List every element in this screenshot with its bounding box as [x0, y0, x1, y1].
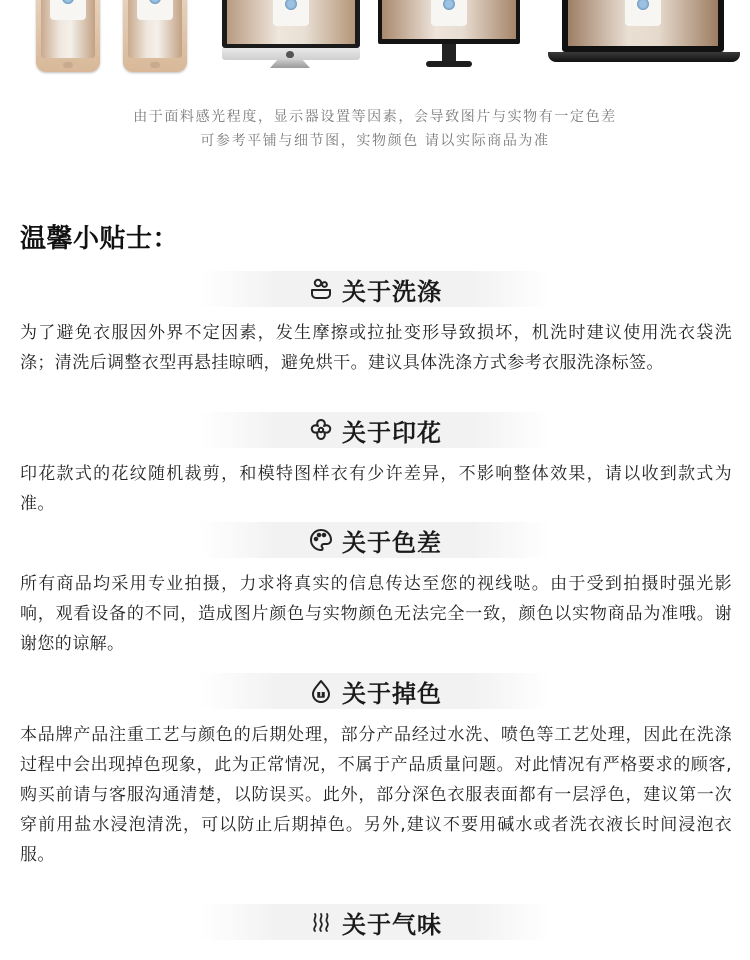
section-title: 关于掉色	[342, 679, 442, 708]
imac-device	[222, 0, 360, 48]
section-title: 关于洗涤	[342, 277, 442, 306]
phone-device	[36, 0, 100, 72]
disclaimer-line-2: 可参考平铺与细节图，实物颜色 请以实际商品为准	[200, 133, 550, 149]
dye-drop-icon	[308, 678, 334, 704]
laptop-device	[562, 0, 724, 52]
monitor-device	[378, 0, 520, 44]
phone-device	[123, 0, 187, 72]
color-disclaimer	[0, 105, 750, 153]
odor-icon	[308, 909, 334, 935]
section-text-print: 印花款式的花纹随机裁剪，和模特图样衣有少许差异，不影响整体效果，请以收到款式为准。	[20, 464, 732, 514]
section-text-washing: 为了避免衣服因外界不定因素，发生摩擦或拉扯变形导致损坏，机洗时建议使用洗衣袋洗涤；清洗后调整衣型再悬挂晾晒，避免烘干。建议具体洗涤方式参考衣服洗涤标签。	[20, 323, 732, 373]
section-header-fading	[200, 673, 550, 709]
section-header-washing	[200, 271, 550, 307]
section-header-color-difference	[200, 522, 550, 558]
tips-title: 温馨小贴士：	[20, 224, 180, 254]
device-comparison-image	[0, 0, 750, 80]
washing-icon	[308, 276, 334, 302]
palette-icon	[308, 527, 334, 553]
section-text-color-difference: 所有商品均采用专业拍摄，力求将真实的信息传达至您的视线哒。由于受到拍摄时强光影响，观看设备的不同，造成图片颜色与实物颜色无法完全一致，颜色以实物商品为准哦。谢谢您的谅解。	[20, 574, 732, 654]
section-header-print	[200, 412, 550, 448]
section-text-fading: 本品牌产品注重工艺与颜色的后期处理，部分产品经过水洗、喷色等工艺处理，因此在洗涤过程中会出现掉色现象，此为正常情况，不属于产品质量问题。对此情况有严格要求的顾客,购买前请与客服沟通清楚，以防误买。此外，部分深色衣服表面都有一层浮色，建议第一次穿前用盐水浸泡清洗，可以防止后期掉色。另外,建议不要用碱水或者洗衣液长时间浸泡衣服。	[20, 725, 732, 865]
disclaimer-line-1: 由于面料感光程度，显示器设置等因素，会导致图片与实物有一定色差	[133, 109, 617, 125]
section-title: 关于气味	[342, 910, 442, 939]
section-title: 关于色差	[342, 528, 442, 557]
section-title: 关于印花	[342, 418, 442, 447]
flower-icon	[308, 417, 334, 443]
section-header-odor	[200, 904, 550, 940]
